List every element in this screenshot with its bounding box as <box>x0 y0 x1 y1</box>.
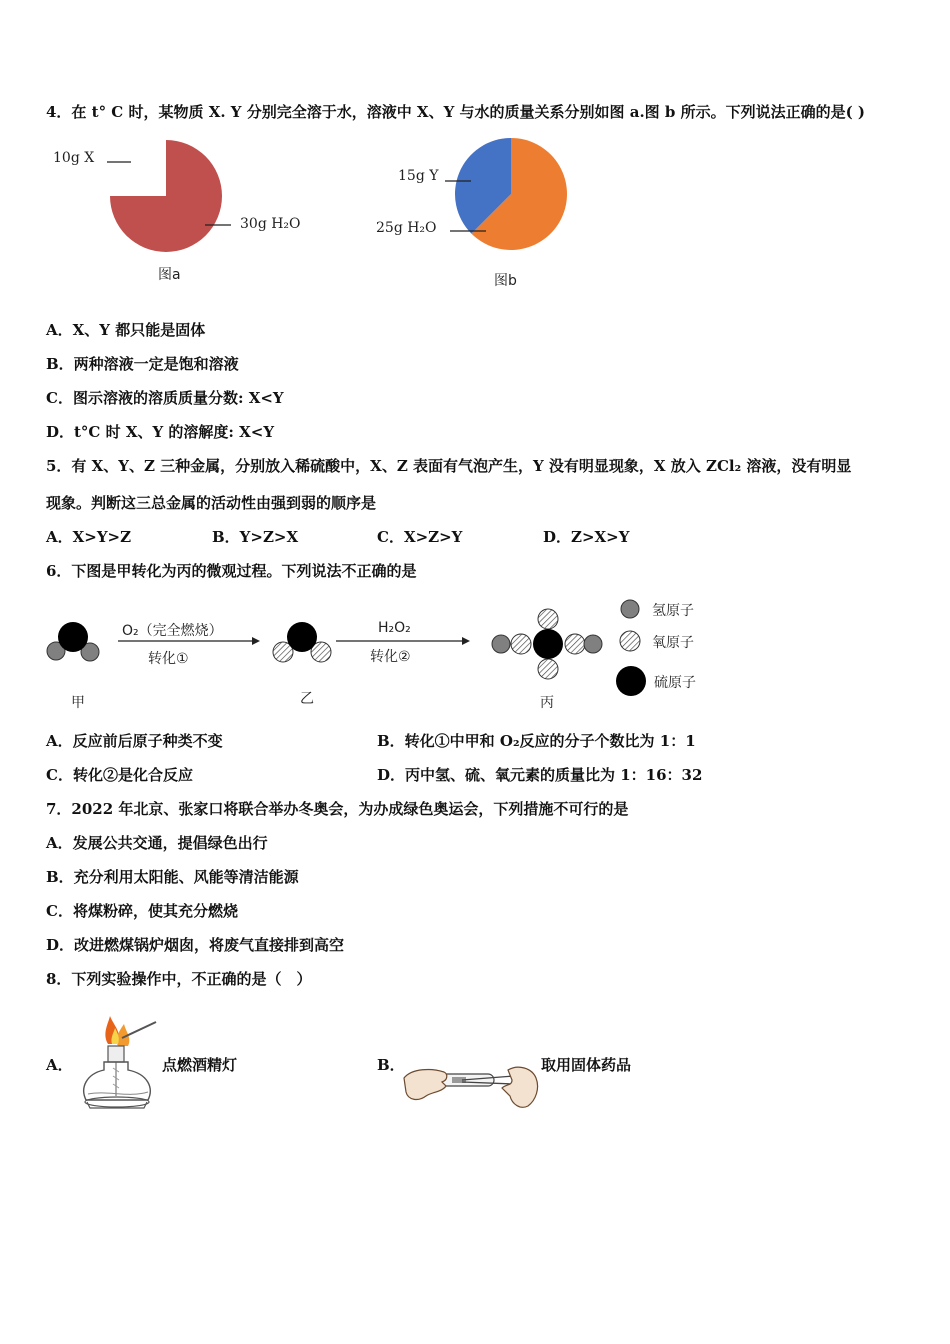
pie-a-caption: 图a <box>158 267 181 283</box>
q6-stem: 6．下图是甲转化为丙的微观过程。下列说法不正确的是 <box>46 562 417 580</box>
q7-option-a: A．发展公共交通，提倡绿色出行 <box>46 834 268 852</box>
q7-option-b: B．充分利用太阳能、风能等清洁能源 <box>46 868 299 886</box>
q6-option-b: B．转化①中甲和 O₂反应的分子个数比为 1：1 <box>377 732 696 750</box>
legend-s-atom <box>616 666 646 696</box>
step2-label: 转化② <box>370 649 411 665</box>
pie-a-x-label: 10g X <box>53 150 95 166</box>
q8-option-a-letter: A． <box>46 1056 73 1074</box>
pie-b-caption: 图b <box>494 273 517 289</box>
label-yi: 乙 <box>300 691 314 707</box>
q8-option-b-text: 取用固体药品 <box>541 1056 632 1074</box>
pie-a-x-leader <box>107 160 137 164</box>
legend-o-atom <box>620 631 640 651</box>
q8-stem: 8．下列实验操作中，不正确的是（ ） <box>46 970 312 988</box>
q4-option-a: A．X、Y 都只能是固体 <box>46 321 206 339</box>
pie-b-y-label: 15g Y <box>398 168 439 184</box>
step2-condition: H₂O₂ <box>378 620 411 636</box>
q4-option-d: D．t°C 时 X、Y 的溶解度: X<Y <box>46 423 275 441</box>
q8-option-a-text: 点燃酒精灯 <box>162 1056 238 1074</box>
q8-option-b-letter: B． <box>377 1056 405 1074</box>
pie-chart-b <box>449 130 579 260</box>
step1-condition: O₂（完全燃烧） <box>122 623 223 639</box>
q6-option-a: A．反应前后原子种类不变 <box>46 732 223 750</box>
q4-option-c: C．图示溶液的溶质质量分数: X<Y <box>46 389 284 407</box>
pie-chart-a <box>104 136 234 266</box>
pie-b-h2o-label: 25g H₂O <box>376 220 437 236</box>
legend-o-label: 氧原子 <box>652 635 694 651</box>
q5-option-d: D．Z>X>Y <box>543 528 630 546</box>
q5-option-a: A．X>Y>Z <box>46 528 132 546</box>
q6-option-d: D．丙中氢、硫、氧元素的质量比为 1：16：32 <box>377 766 703 784</box>
pie-a-h2o-label: 30g H₂O <box>240 216 301 232</box>
label-bing: 丙 <box>540 695 554 711</box>
solid-reagent-handling-illustration <box>402 1056 542 1116</box>
legend-s-label: 硫原子 <box>654 675 696 691</box>
q4-stem: 4．在 t° C 时，某物质 X. Y 分别完全溶于水，溶液中 X、Y 与水的质量关系分别如图 a.图 b 所示。下列说法正确的是( ) <box>46 103 866 121</box>
molecule-bing <box>492 609 602 679</box>
molecule-yi <box>273 622 331 662</box>
legend-h-label: 氢原子 <box>652 603 694 619</box>
q6-option-c: C．转化②是化合反应 <box>46 766 193 784</box>
q7-stem: 7．2022 年北京、张家口将联合举办冬奥会，为办成绿色奥运会，下列措施不可行的是 <box>46 800 629 818</box>
q5-stem-line1: 5．有 X、Y、Z 三种金属，分别放入稀硫酸中，X、Z 表面有气泡产生，Y 没有明显现象，X 放入 ZCl₂ 溶液，没有明显 <box>46 457 852 475</box>
q4-option-b: B．两种溶液一定是饱和溶液 <box>46 355 239 373</box>
legend-h-atom <box>621 600 639 618</box>
pie-b-h2o-leader <box>450 229 490 233</box>
q7-option-d: D．改进燃煤锅炉烟囱，将废气直接排到高空 <box>46 936 345 954</box>
q5-option-c: C．X>Z>Y <box>377 528 463 546</box>
q5-stem-line2: 现象。判断这三总金属的活动性由强到弱的顺序是 <box>46 494 377 512</box>
q7-option-c: C．将煤粉碎，使其充分燃烧 <box>46 902 238 920</box>
molecule-jia <box>47 622 99 661</box>
q5-option-b: B．Y>Z>X <box>212 528 299 546</box>
label-jia: 甲 <box>71 695 85 711</box>
alcohol-lamp-lighting-illustration <box>78 1010 168 1114</box>
step1-label: 转化① <box>148 651 189 667</box>
pie-b-y-leader <box>445 179 475 183</box>
pie-a-h2o-leader <box>205 223 235 227</box>
